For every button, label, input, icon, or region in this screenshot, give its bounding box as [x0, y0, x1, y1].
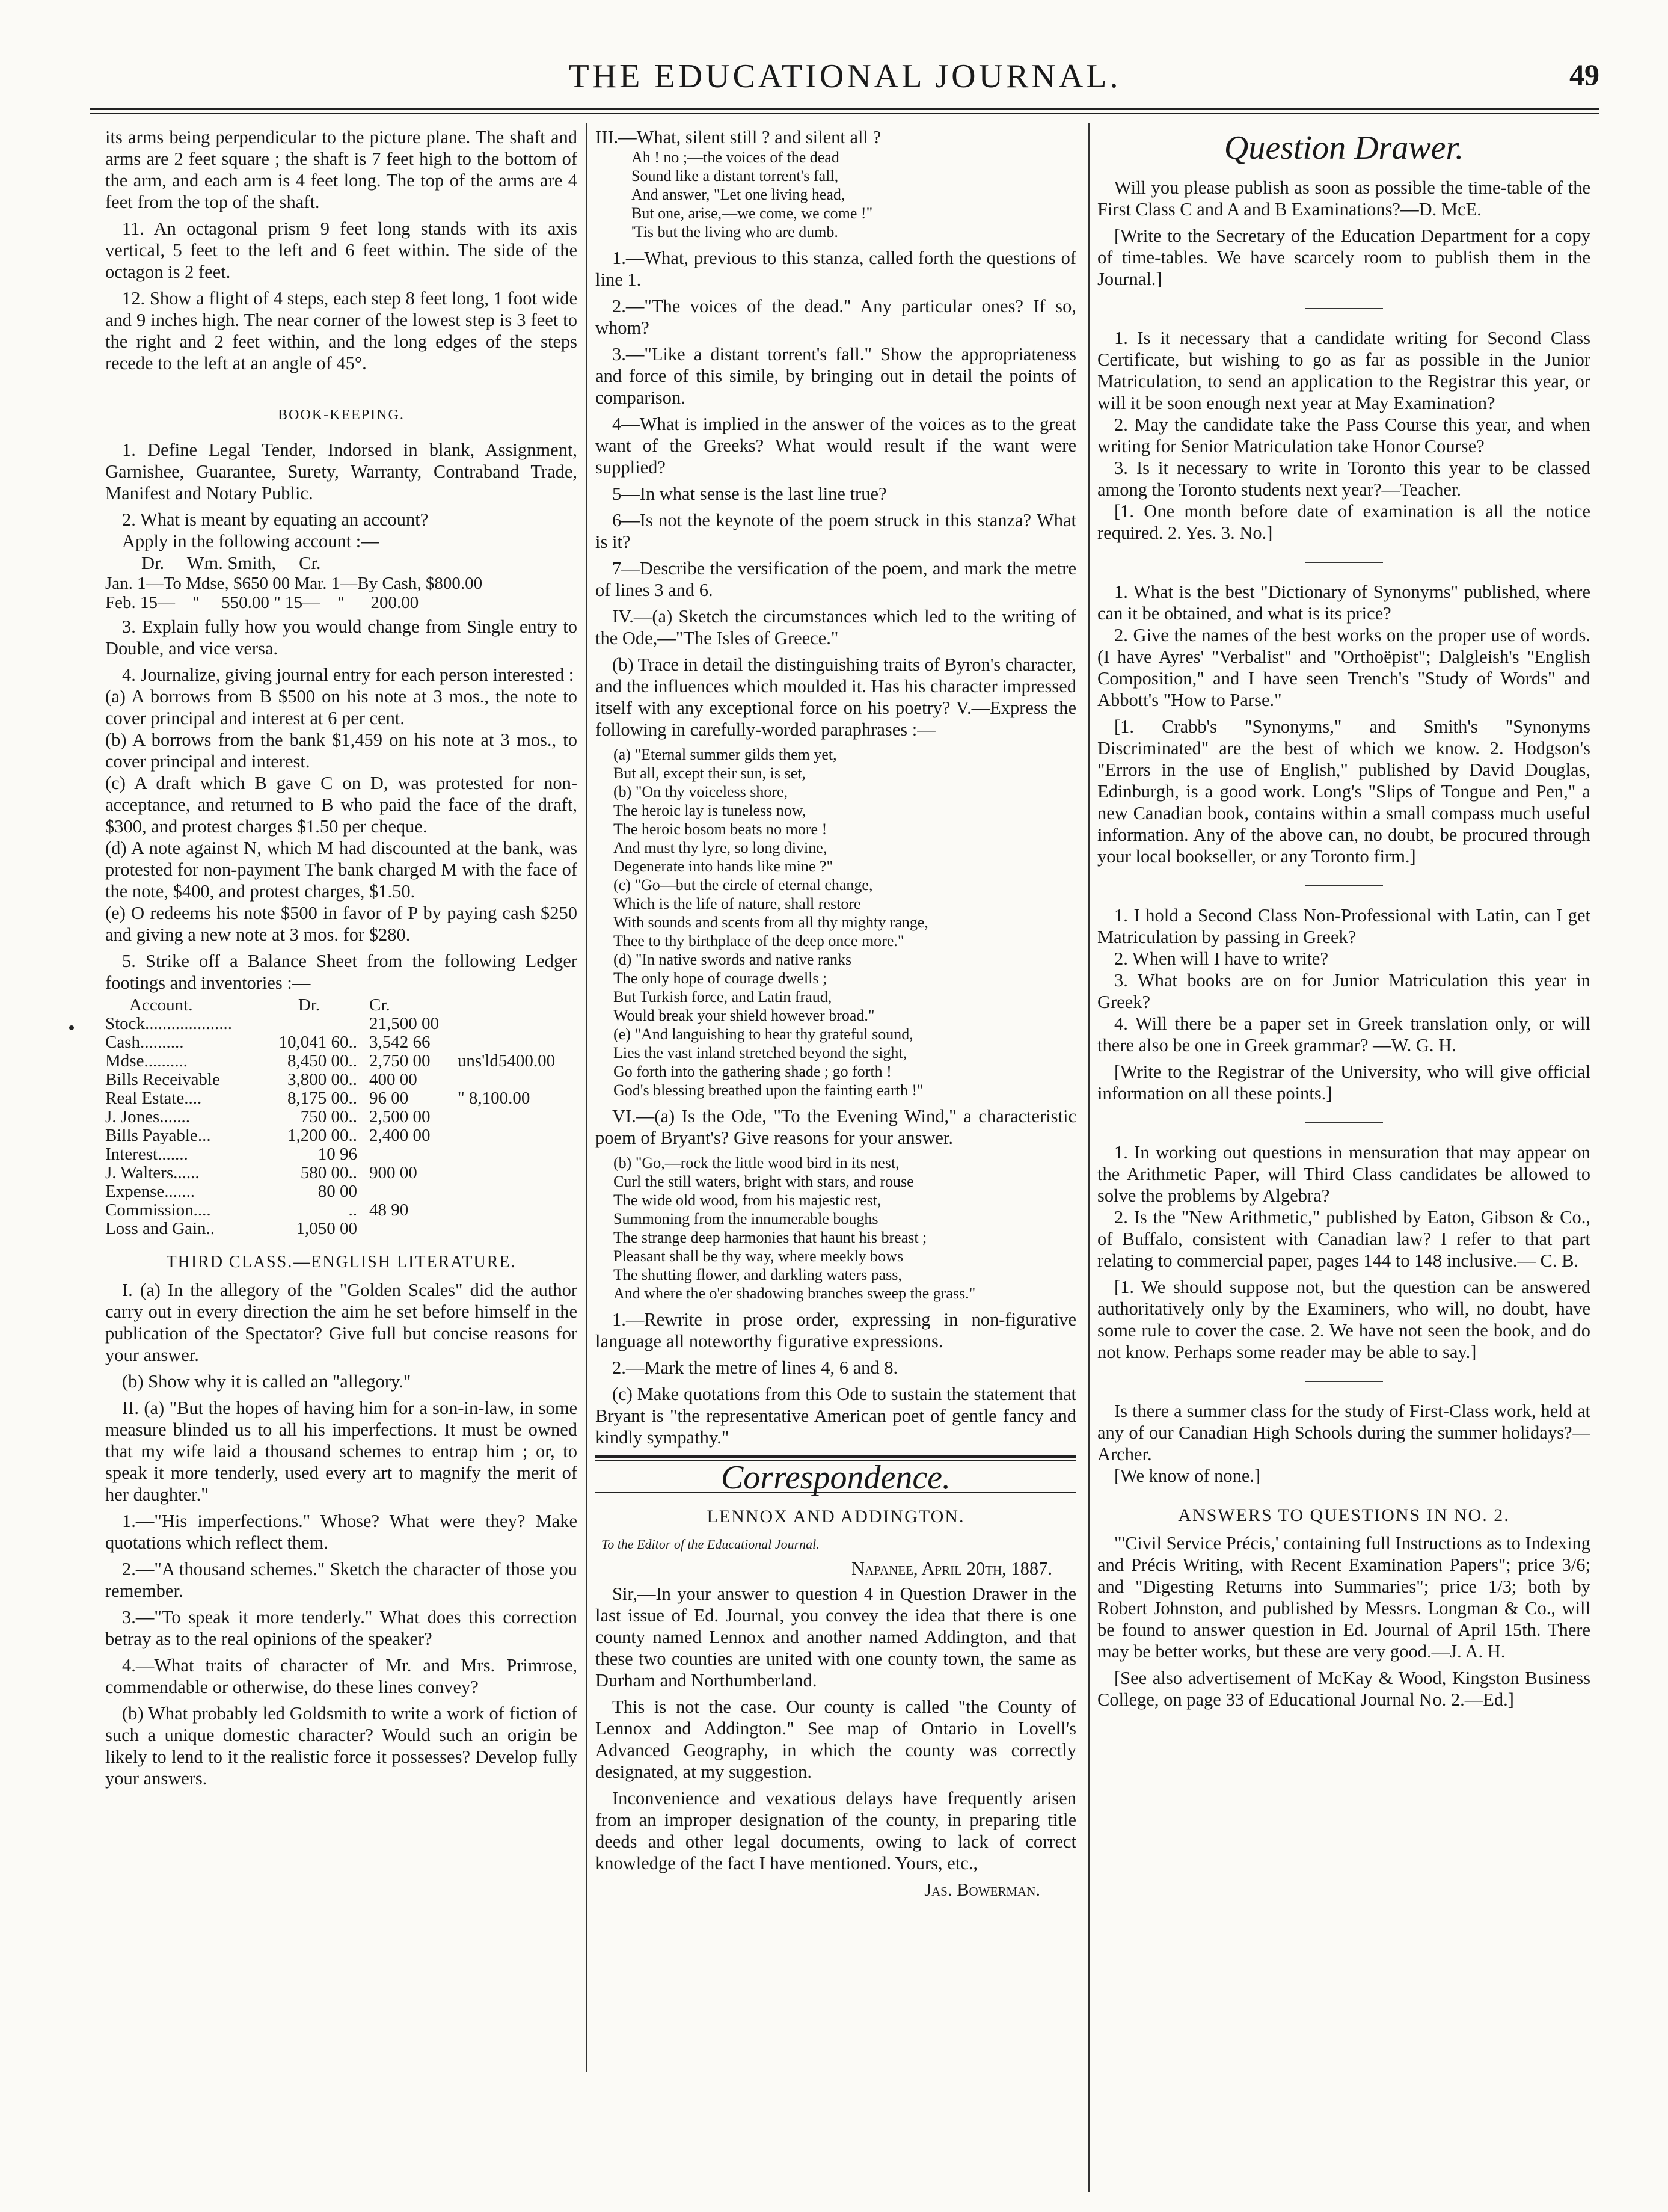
ledger-cell: uns'ld5400.00: [457, 1051, 556, 1071]
ledger-cell: 1,050 00: [296, 1219, 358, 1238]
column-middle: [595, 126, 1076, 2189]
paragraph: 2. Give the names of the best works on the proper use of words. (I have Ayres' "Verbalist" and "Orthoëpist"; Dalgleish's "English Composition," and I have seen Trench's "Study of Words" and Abbott's "How to Parse.": [1097, 625, 1590, 710]
paragraph: its arms being perpendicular to the picture plane. The shaft and arms are 2 feet square ; the shaft is 7 feet high to the bottom of the arm, and each arm is 4 feet long. The top of the arms are 4 feet from the top of the shaft.: [105, 127, 577, 212]
ledger-cell: 3,542 66: [369, 1033, 431, 1052]
poem-line: Summoning from the innumerable boughs: [613, 1210, 878, 1227]
paragraph: VI.—(a) Is the Ode, "To the Evening Wind," a characteristic poem of Bryant's? Give reasons for your answer.: [595, 1106, 1076, 1148]
ledger-header-row: [105, 996, 577, 1015]
poem-line: 'Tis but the living who are dumb.: [631, 223, 838, 241]
paragraph: 12. Show a flight of 4 steps, each step 8 feet long, 1 foot wide and 9 inches high. The near corner of the lowest step is 3 feet to the right and 2 feet within, and the long edges of the steps recede to the left at an angle of 45°.: [105, 288, 577, 373]
paragraph: (a) A borrows from B $500 on his note at 3 mos., the note to cover principal and interest at 6 per cent.: [105, 686, 577, 728]
paragraph: Will you please publish as soon as possible the time-table of the First Class C and A and B Examinations?—D. McE.: [1097, 177, 1590, 220]
paragraph: 1.—"His imperfections." Whose? What were they? Make quotations which reflect them.: [105, 1511, 577, 1553]
paragraph: III.—What, silent still ? and silent all ?: [595, 127, 882, 147]
ledger-cell: [261, 1015, 357, 1033]
poem-line: And answer, "Let one living head,: [631, 186, 845, 203]
poem-line: Ah ! no ;—the voices of the dead: [631, 149, 839, 166]
page-header: [90, 57, 1599, 105]
bookkeeping-heading: BOOK-KEEPING.: [278, 407, 405, 423]
paragraph: (d) A note against N, which M had discounted at the bank, was protested for non-payment The bank charged M with the face of the note, $400, and protest charges, $1.50.: [105, 838, 577, 902]
separator: [1305, 1381, 1383, 1382]
poem-line: (b) "Go,—rock the little wood bird in its nest,: [613, 1154, 900, 1172]
paragraph: 7—Describe the versification of the poem, and mark the metre of lines 3 and 6.: [595, 558, 1076, 600]
ledger-cell: J. Walters......: [105, 1163, 200, 1182]
ledger-cell: 48 90: [369, 1200, 409, 1220]
paragraph: 3.—"Like a distant torrent's fall." Show the appropriateness and force of this simile, by bringing out in detail the points of comparison.: [595, 344, 1076, 408]
poem-line: But Turkish force, and Latin fraud,: [613, 988, 832, 1006]
poem-line: Would break your shield however broad.": [613, 1007, 875, 1024]
ledger-cell: 400 00: [369, 1070, 417, 1089]
correspondence-title: Correspondence.: [720, 1459, 951, 1496]
paragraph: 1. Define Legal Tender, Indorsed in blank, Assignment, Garnishee, Guarantee, Surety, Warranty, Contraband Trade, Manifest and Notary Public.: [105, 440, 577, 503]
poem-line: The heroic lay is tuneless now,: [613, 802, 806, 819]
paragraph: 1. Is it necessary that a candidate writing for Second Class Certificate, but wishing to go as far as possible in the Junior Matriculation, to send an application to the Registrar this year, or will it be soon enough next year at May Examination?: [1097, 328, 1590, 413]
poem-line: (d) "In native swords and native ranks: [613, 951, 852, 968]
paragraph: (b) What probably led Goldsmith to write a work of fiction of such a unique domestic character? Would such an origin be likely to lend to it the realistic force it possesses? Develop fully your answers.: [105, 1703, 577, 1789]
paragraph: 1. I hold a Second Class Non-Professional with Latin, can I get Matriculation by passing in Greek?: [1097, 905, 1590, 947]
ledger-cell: 900 00: [369, 1163, 417, 1182]
paragraph: [Write to the Secretary of the Education Department for a copy of time-tables. We have scarcely room to publish them in the Journal.]: [1097, 226, 1590, 289]
paragraph: 3. Is it necessary to write in Toronto this year to be classed among the Toronto students next year?—Teacher.: [1097, 458, 1590, 500]
paragraph: (b) Show why it is called an "allegory.": [122, 1371, 411, 1392]
ledger-cell: " 8,100.00: [457, 1089, 530, 1108]
ledger-table: [105, 996, 577, 1238]
poem-line: But one, arise,—we come, we come !": [631, 204, 873, 222]
ledger-col-header: Dr.: [298, 995, 320, 1015]
separator: [1305, 308, 1383, 309]
ledger-cell: [458, 1164, 577, 1182]
separator: [1305, 562, 1383, 563]
ledger-cell: [458, 1201, 577, 1220]
ledger-row: [105, 1201, 577, 1220]
poem-line: The strange deep harmonies that haunt his breast ;: [613, 1229, 927, 1246]
ledger-row: [105, 1164, 577, 1182]
paragraph: 11. An octagonal prism 9 feet long stands with its axis vertical, 5 feet to the left and 6 feet within. The side of the octagon is 2 feet.: [105, 218, 577, 282]
paragraph: 2. When will I have to write?: [1114, 948, 1329, 969]
poem-line: (a) "Eternal summer gilds them yet,: [613, 746, 837, 763]
ledger-row: [105, 1033, 577, 1052]
poem-line: Curl the still waters, bright with stars, and rouse: [613, 1173, 914, 1190]
poem-line: Pleasant shall be thy way, where meekly bows: [613, 1247, 904, 1265]
paragraph: (c) A draft which B gave C on D, was protested for non-acceptance, and returned to B who paid the face of the draft, $300, and protest charges $1.50 per cheque.: [105, 773, 577, 837]
page-number: 49: [1569, 58, 1599, 91]
ledger-row: [105, 1126, 577, 1145]
paragraph: 2.—"A thousand schemes." Sketch the character of those you remember.: [105, 1559, 577, 1601]
ledger-row: [105, 1015, 577, 1033]
poem-line: Lies the vast inland stretched beyond the sight,: [613, 1044, 907, 1061]
poem-line: Go forth into the gathering shade ; go forth !: [613, 1063, 892, 1080]
section-rule-thick: [595, 1455, 1076, 1458]
paragraph: 3. What books are on for Junior Matriculation this year in Greek?: [1097, 970, 1590, 1012]
column-divider-right: [1088, 123, 1090, 2192]
account-heading: Dr. Wm. Smith, Cr.: [141, 553, 321, 573]
paragraph: Sir,—In your answer to question 4 in Question Drawer in the last issue of Ed. Journal, you convey the idea that there is one county named Lennox and another named Addington, and that these two counties are united with one county town, the same as Durham and Northumberland.: [595, 1584, 1076, 1691]
paragraph: Apply in the following account :—: [122, 531, 379, 551]
ledger-row: [105, 1089, 577, 1108]
paragraph: This is not the case. Our county is called "the County of Lennox and Addington." See map of Ontario in Lovell's Advanced Geography, in which the county was correctly designated, at my suggestion.: [595, 1697, 1076, 1782]
paragraph: 2. May the candidate take the Pass Course this year, and when writing for Senior Matriculation take Honor Course?: [1097, 414, 1590, 456]
ledger-cell: 2,400 00: [369, 1126, 431, 1145]
paragraph: [See also advertisement of McKay & Wood, Kingston Business College, on page 33 of Educational Journal No. 2.—Ed.]: [1097, 1668, 1590, 1710]
ledger-cell: [458, 1108, 577, 1126]
ledger-cell: Expense.......: [105, 1182, 195, 1201]
ledger-cell: 2,500 00: [369, 1107, 431, 1126]
paragraph: 5. Strike off a Balance Sheet from the following Ledger footings and inventories :—: [105, 951, 577, 993]
ledger-cell: Interest.......: [105, 1144, 188, 1164]
poem-line: But all, except their sun, is set,: [613, 764, 806, 782]
ledger-cell: [357, 1220, 458, 1238]
letter-heading: LENNOX AND ADDINGTON.: [707, 1507, 965, 1526]
ledger-cell: 2,750 00: [369, 1051, 431, 1071]
ledger-row: [105, 1220, 577, 1238]
paragraph: (b) Trace in detail the distinguishing traits of Byron's character, and the influences which moulded it. Has his character impressed itself with any exceptional force on his poetry? V.—Express the following in carefully-worded paraphrases :—: [595, 654, 1076, 740]
separator: [1305, 885, 1383, 886]
ledger-cell: 8,175 00..: [287, 1089, 358, 1108]
ledger-cell: J. Jones.......: [105, 1107, 190, 1126]
paragraph: IV.—(a) Sketch the circumstances which led to the writing of the Ode,—"The Isles of Greece.": [595, 606, 1076, 648]
paragraph: 1.—Rewrite in prose order, expressing in non-figurative language all noteworthy figurative expressions.: [595, 1309, 1076, 1351]
ledger-cell: [458, 1220, 577, 1238]
poem-quotation: [595, 1154, 1076, 1303]
ledger-cell: Commission....: [105, 1200, 211, 1220]
poem-line: Thee to thy birthplace of the deep once more.": [613, 932, 904, 950]
journal-title: THE EDUCATIONAL JOURNAL.: [568, 58, 1121, 95]
poem-line: The shutting flower, and darkling waters pass,: [613, 1266, 902, 1283]
ledger-cell: [458, 1033, 577, 1052]
paragraph: (b) A borrows from the bank $1,459 on his note at 3 mos., to cover principal and interest.: [105, 730, 577, 772]
ledger-cell: Bills Payable...: [105, 1126, 211, 1145]
answers-heading: ANSWERS TO QUESTIONS IN NO. 2.: [1178, 1505, 1510, 1525]
paragraph: [1. We should suppose not, but the question can be answered authoritatively only by the Examiners, who will, no doubt, have some rule to cover the case. 2. We have not seen the book, and do not know. Perhaps some reader may be able to say.]: [1097, 1277, 1590, 1362]
poem-stanza: [595, 148, 1076, 241]
account-line: Jan. 1—To Mdse, $650 00 Mar. 1—By Cash, $800.00: [105, 574, 483, 593]
poem-line: The wide old wood, from his majestic rest,: [613, 1191, 882, 1209]
ledger-cell: [357, 1182, 458, 1201]
paragraph: [1. Crabb's "Synonyms," and Smith's "Synonyms Discriminated" are the best of which we know. 2. Hodgson's "Errors in the use of English," published by David Douglas, Edinburgh, is a good work. Long's "Slips of Tongue and Pen," a new Canadian book, contains within a small compass much useful information. Any of the above can, no doubt, be procured through your local bookseller, or any Toronto firm.]: [1097, 716, 1590, 867]
paragraph: 1. What is the best "Dictionary of Synonyms" published, where can it be obtained, and what is its price?: [1097, 582, 1590, 624]
poem-line: (c) "Go—but the circle of eternal change,: [613, 876, 873, 894]
ledger-cell: 1,200 00..: [287, 1126, 358, 1145]
poem-line: With sounds and scents from all thy mighty range,: [613, 914, 928, 931]
ledger-cell: [458, 1182, 577, 1201]
ledger-cell: Mdse..........: [105, 1051, 188, 1071]
header-rule-thin: [90, 113, 1599, 114]
poem-line: And must thy lyre, so long divine,: [613, 839, 827, 856]
column-left: [105, 126, 577, 2189]
paragraph: 4. Journalize, giving journal entry for each person interested :: [122, 665, 574, 685]
paragraph: [1. One month before date of examination is all the notice required. 2. Yes. 3. No.]: [1097, 501, 1590, 543]
ledger-row: [105, 1071, 577, 1089]
literature-heading: THIRD CLASS.—ENGLISH LITERATURE.: [166, 1253, 517, 1271]
ledger-row: [105, 1145, 577, 1164]
letter-signature: Jas. Bowerman.: [924, 1879, 1040, 1900]
paragraph: "'Civil Service Précis,' containing full Instructions as to Indexing and Précis Writing, with Recent Examination Papers"; price 3/6; and "Digesting Returns into Summaries"; price 1/3; both by Robert Johnston, and published by Messrs. Longman & Co., will be found to answer question in Ed. Journal of April 15th. There may be better works, but these are very good.—J. A. H.: [1097, 1533, 1590, 1662]
ledger-cell: 96 00: [369, 1089, 409, 1108]
poem-line: (b) "On thy voiceless shore,: [613, 783, 788, 800]
paragraph: [Write to the Registrar of the University, who will give official information on all these points.]: [1097, 1061, 1590, 1104]
letter-dateline: Napanee, April 20th, 1887.: [851, 1558, 1052, 1579]
account-line: Feb. 15— " 550.00 " 15— " 200.00: [105, 593, 419, 612]
ledger-cell: 8,450 00..: [287, 1051, 358, 1071]
paragraph: 1. In working out questions in mensuration that may appear on the Arithmetic Paper, will Third Class candidates be allowed to solve the problems by Algebra?: [1097, 1142, 1590, 1206]
poem-line: Sound like a distant torrent's fall,: [631, 167, 839, 185]
paragraph: 4—What is implied in the answer of the voices as to the great want of the Greeks? What would result if the want were supplied?: [595, 414, 1076, 478]
ink-spot: [69, 1025, 74, 1030]
ledger-cell: Cash..........: [105, 1033, 184, 1052]
paragraph: 4. Will there be a paper set in Greek translation only, or will there also be one in Greek grammar? —W. G. H.: [1097, 1013, 1590, 1055]
paragraph: [We know of none.]: [1114, 1466, 1261, 1486]
paragraph: Is there a summer class for the study of First-Class work, held at any of our Canadian High Schools during the summer holidays?—Archer.: [1097, 1401, 1590, 1464]
paragraph: (e) O redeems his note $500 in favor of P by paying cash $250 and giving a new note at 3 mos. for $280.: [105, 903, 577, 945]
paragraph: 4.—What traits of character of Mr. and Mrs. Primrose, commendable or otherwise, do these lines convey?: [105, 1655, 577, 1697]
paragraph: 6—Is not the keynote of the poem struck in this stanza? What is it?: [595, 510, 1076, 552]
poem-line: God's blessing breathed upon the fainting earth !": [613, 1081, 924, 1099]
paragraph: 2. What is meant by equating an account?: [122, 509, 429, 530]
ledger-cell: 10 96: [317, 1144, 358, 1164]
paragraph: 2.—"The voices of the dead." Any particular ones? If so, whom?: [595, 296, 1076, 338]
ledger-row: [105, 1182, 577, 1201]
paragraph: I. (a) In the allegory of the "Golden Scales" did the author carry out in every direction the aim he set before himself in the publication of the Spectator? Give full but concise reasons for your answer.: [105, 1280, 577, 1365]
ledger-cell: [458, 1071, 577, 1089]
poem-quotations: [595, 745, 1076, 1099]
poem-line: (e) "And languishing to hear thy grateful sound,: [613, 1025, 913, 1043]
paragraph: (c) Make quotations from this Ode to sustain the statement that Bryant is "the representative American poet of gentle fancy and kindly sympathy.": [595, 1384, 1076, 1448]
ledger-cell: 750 00..: [300, 1107, 358, 1126]
paragraph: 3. Explain fully how you would change from Single entry to Double, and vice versa.: [105, 616, 577, 659]
column-divider-left: [586, 123, 587, 2072]
paragraph: 2. Is the "New Arithmetic," published by Eaton, Gibson & Co., of Buffalo, consistent with Canadian law? I refer to that part relating to commercial paper, pages 144 to 148 inclusive.— C. B.: [1097, 1207, 1590, 1271]
ledger-cell: Bills Receivable: [105, 1070, 220, 1089]
ledger-cell: [357, 1145, 458, 1164]
ledger-cell: Stock....................: [105, 1014, 233, 1033]
ledger-cell: 80 00: [317, 1182, 358, 1201]
ledger-col-header: Cr.: [369, 995, 390, 1015]
separator: [1305, 1122, 1383, 1123]
paragraph: Inconvenience and vexatious delays have frequently arisen from an improper designation of the county, in preparing title deeds and other legal documents, owing to lack of correct knowledge of the fact I have mentioned. Yours, etc.,: [595, 1788, 1076, 1873]
ledger-col-header: Account.: [129, 995, 193, 1015]
paragraph: 2.—Mark the metre of lines 4, 6 and 8.: [612, 1357, 898, 1378]
ledger-cell: 580 00..: [300, 1163, 358, 1182]
ledger-cell: Loss and Gain..: [105, 1219, 215, 1238]
poem-line: And where the o'er shadowing branches sweep the grass.": [613, 1285, 976, 1302]
column-right: [1097, 126, 1590, 2189]
poem-line: The heroic bosom beats no more !: [613, 820, 827, 838]
letter-salutation-line: To the Editor of the Educational Journal.: [601, 1537, 820, 1552]
paragraph: 1.—What, previous to this stanza, called forth the questions of line 1.: [595, 248, 1076, 290]
ledger-row: [105, 1108, 577, 1126]
ledger-cell: [458, 1015, 577, 1033]
paragraph: 3.—"To speak it more tenderly." What does this correction betray as to the real opinions of the speaker?: [105, 1607, 577, 1649]
ledger-col-header: [458, 996, 577, 1015]
ledger-cell: [458, 1145, 577, 1164]
ledger-cell: 21,500 00: [369, 1014, 440, 1033]
ledger-cell: Real Estate....: [105, 1089, 202, 1108]
paragraph: 5—In what sense is the last line true?: [612, 484, 887, 504]
ledger-cell: [458, 1126, 577, 1145]
poem-line: Degenerate into hands like mine ?": [613, 858, 833, 875]
poem-line: Which is the life of nature, shall restore: [613, 895, 861, 912]
paragraph: II. (a) "But the hopes of having him for a son-in-law, in some measure blinded us to all his imperfections. It must be owned that my wife laid a thousand schemes to entrap him ; or, to speak it more tenderly, used every art to magnify the merit of her daughter.": [105, 1398, 577, 1505]
question-drawer-title: Question Drawer.: [1224, 129, 1464, 167]
poem-line: The only hope of courage dwells ;: [613, 969, 827, 987]
ledger-cell: 3,800 00..: [287, 1070, 358, 1089]
ledger-cell: ..: [348, 1200, 358, 1220]
ledger-cell: 10,041 60..: [278, 1033, 358, 1052]
header-rule-thick: [90, 108, 1599, 110]
ledger-row: [105, 1052, 577, 1071]
